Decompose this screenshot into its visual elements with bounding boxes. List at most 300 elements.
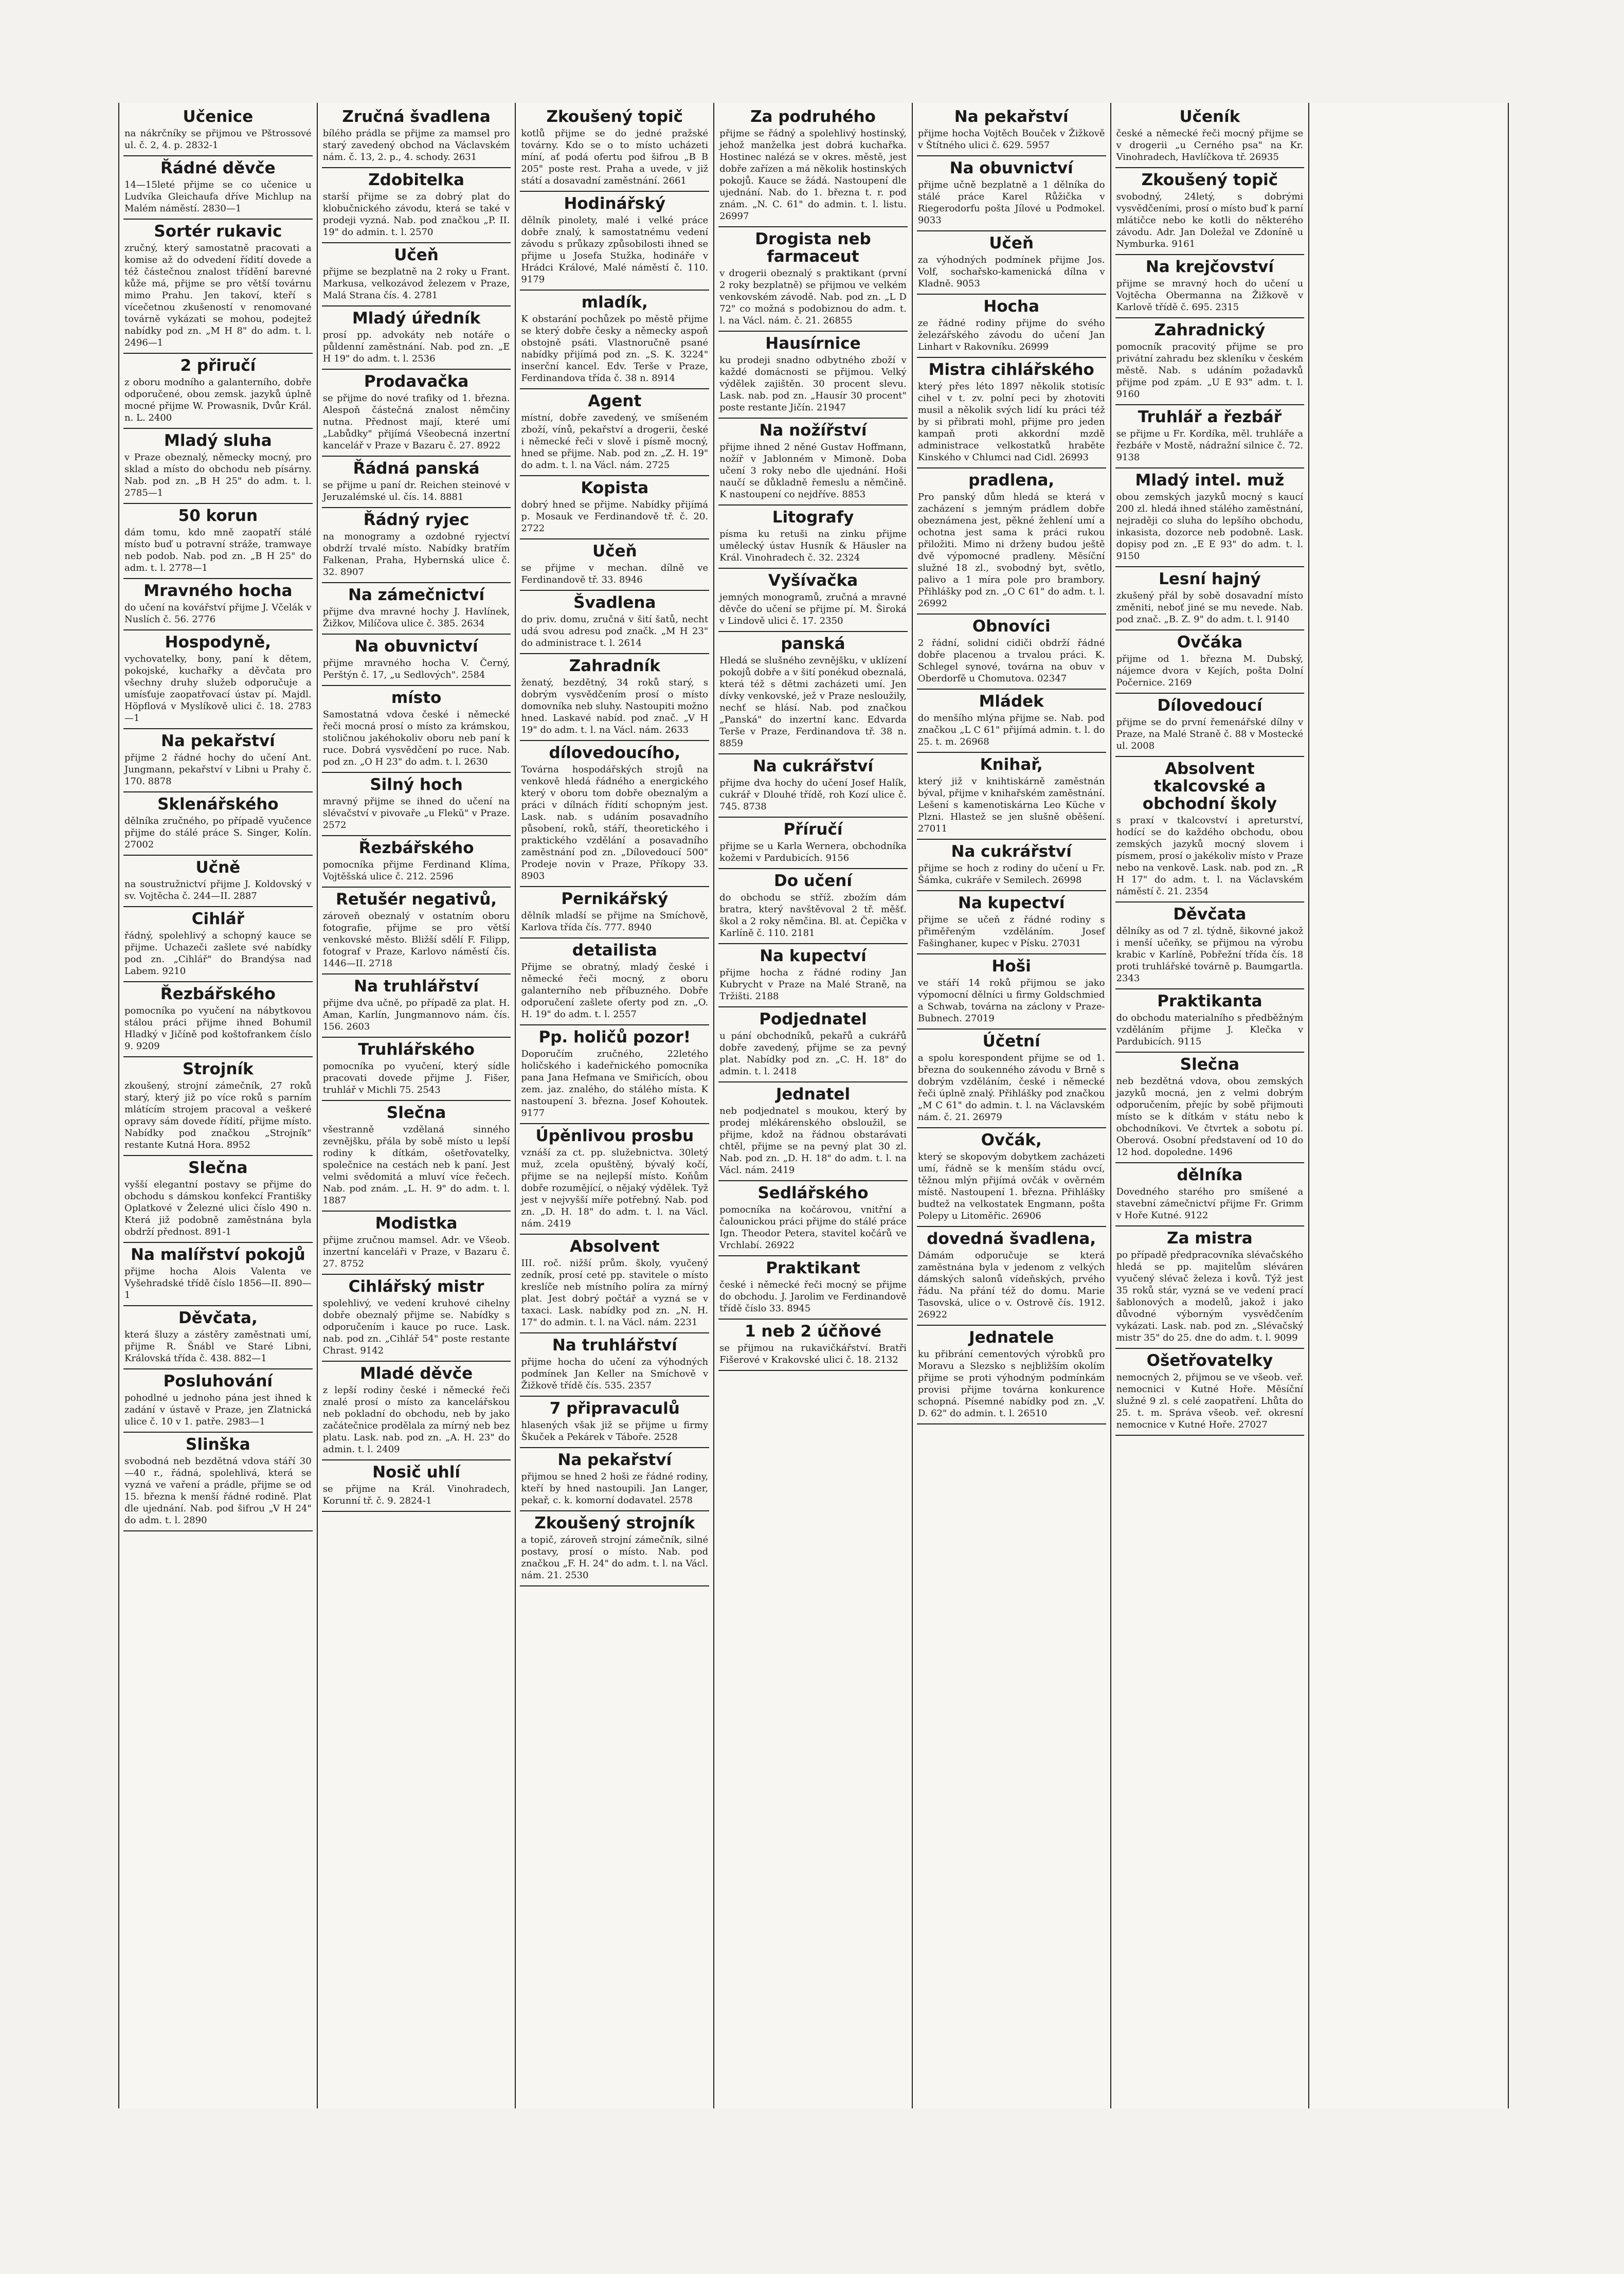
classified-ad: [1115, 567, 1305, 630]
ad-heading: dělníka: [1177, 1166, 1243, 1184]
classified-ad: [322, 974, 511, 1038]
ad-heading: Hocha: [983, 297, 1039, 316]
ad-heading: Úpěnlivou prosbu: [535, 1127, 694, 1145]
classified-ad: [123, 579, 313, 630]
ad-body: který přes léto 1897 několik stotisíc cihel v t. zv. polní peci by zhotoviti musil a několik svých lidí ku práci též by si přibrati mohl, přijme pro jeden kampaň proti akkordní mzdě administrace velkostatků hraběte Kinského v Chlumci nad Cidl. 26993: [917, 381, 1105, 463]
ad-body: 2 řádní, solidní cidiči obdrží řádné dobře placenou a trvalou práci. K. Schlegel synové, továrna na obuv v Oberdorfě u Chomutova. 02347: [917, 638, 1105, 684]
ad-heading: Drogista neb farmaceut: [755, 230, 871, 266]
classified-ad: [917, 840, 1106, 891]
classified-ad: [123, 354, 313, 429]
ad-heading: detailista: [572, 941, 657, 960]
classified-ad: [1115, 757, 1305, 903]
ad-heading: Řádné děvče: [160, 159, 276, 177]
ad-body: na monogramy a ozdobné ryjectví obdrží trvalé místo. Nabídky bratřím Falkenan, Praha, Hybernská ulice č. 32. 8907: [322, 531, 510, 577]
classified-ad: [123, 504, 313, 579]
ad-body: neb podjednatel s moukou, který by prodej mlékárenského obsloužil, se přijme, kdož na řádnou obstarávati chtěl, přijme se na pevný plat 30 zl. Nab. pod zn. „D. H. 18" do adm. t. l. na Václ. nám. 2419: [719, 1106, 907, 1176]
ad-body: přijme hocha do učení za výhodných podmínek Jan Keller na Smíchově v Žižkově třídě čís. 535. 2357: [521, 1357, 709, 1391]
ad-heading: 50 korun: [178, 507, 258, 525]
classified-ad: [1115, 1053, 1305, 1163]
classified-ad: [520, 389, 709, 476]
ad-heading: Sedlářského: [757, 1184, 869, 1202]
ad-heading: Učeň: [394, 246, 439, 264]
ad-body: Samostatná vdova české i německé řeči mocná prosí o místo za krámskou, stoličnou jakéhokoliv oboru neb paní k ruce. Dobrá vysvědčení po ruce. Nab. pod zn. „O H 23" do adm. t. l. 2630: [322, 709, 510, 767]
classified-ad: [1115, 1349, 1305, 1436]
ad-body: se přijme u Fr. Kordíka, měl. truhláře a řezbáře v Mostě, nádražní silnice č. 72. 9138: [1116, 428, 1304, 463]
classified-ad: [322, 508, 511, 583]
ad-heading: Mladé děvče: [359, 1364, 473, 1383]
ad-heading: Na pekařství: [160, 732, 275, 750]
classified-ad: [917, 156, 1106, 231]
ad-body: Pro panský dům hledá se která v zacházení s jemným prádlem dobře obeznámena jest, pěkné žehlení umí a ochotna jest sama k práci rukou přiložiti. Mimo ni drženy budou ještě dvě výpomocné pradleny. Měsíční služné 18 zl., svobodný byt, světlo, palivo a 1 míra pole pro brambory. Přihlášky pod zn. „O C 61" do adm. t. l. 26992: [917, 492, 1105, 609]
ad-body: přijmou se hned 2 hoši ze řádné rodiny, kteří by hned nastoupili. Jan Langer, pekař, c. k. komorní dodavatel. 2578: [521, 1471, 709, 1506]
ad-body: přijme 2 řádné hochy do učení Ant. Jungmann, pekařství v Libni u Prahy č. 170. 8878: [124, 752, 312, 787]
ad-body: přijme ihned 2 něné Gustav Hoffmann, nožíř v Jablonném v Mimoně. Doba učení 3 roky nebo dle ujednání. Hoši naučí se důkladně řemeslu a němčině. K nastoupení co nejdříve. 8853: [719, 442, 907, 500]
ad-body: přijme se hoch z rodiny do učení u Fr. Šámka, cukráře v Semilech. 26998: [917, 863, 1105, 886]
ad-heading: Do učení: [773, 872, 852, 890]
classified-ad: [123, 1369, 313, 1433]
classified-ad: [1115, 405, 1305, 468]
classified-ad: [917, 954, 1106, 1030]
classified-ad: [1115, 255, 1305, 318]
ad-body: dělníka zručného, po případě vyučence přijme do stálé práce S. Singer, Kolín. 27002: [124, 816, 312, 850]
ad-body: se přijme do nové trafiky od 1. března. Alespoň částečná znalost němčiny nutna. Přednost mají, které umí „Labůdky" přijímá Všeobecná inzertní kancelář v Praze v Bazaru č. 27. 8922: [322, 393, 510, 451]
ad-heading: Řezbářského: [160, 985, 276, 1003]
ad-body: dělník mladší se přijme na Smíchově, Karlova třída čís. 777. 8940: [521, 910, 709, 933]
ad-body: přijme hocha Alois Valenta ve Vyšehradské třídě číslo 1856—II. 890—1: [124, 1266, 312, 1301]
ad-heading: Mladý sluha: [164, 431, 272, 450]
classified-ad: [718, 506, 908, 569]
ad-heading: Na cukrářství: [752, 757, 874, 775]
ad-body: zručný, který samostatně pracovati a komise až do odvedení řídití dovede a též částečnou znalost třídění barevné kůže má, přijme se pro větší továrnu mimo Prahu. Jen takoví, kteří s vícečetnou zkušeností v renomované továrně vykázati se mohou, podejtež nabídky pod zn. „M H 8" do adm. t. l. 2496—1: [124, 243, 312, 348]
classified-ad: [718, 227, 908, 332]
ad-body: přijme se do první řemenářské dílny v Praze, na Malé Straně č. 88 v Mostecké ul. 2008: [1116, 717, 1304, 751]
ad-body: do obchodu materialního s předběžným vzděláním přijme J. Klečka v Pardubicích. 9115: [1116, 1013, 1304, 1047]
ad-body: písma ku retuši na zinku přijme umělecký ústav Husník & Häusler na Král. Vinohradech č. 32. 2324: [719, 529, 907, 563]
classified-ad: [917, 231, 1106, 295]
classified-ad: [718, 1181, 908, 1256]
ad-body: vznáší za ct. pp. služebnictva. 30letý muž, zcela opuštěný, bývalý kočí, přijme se na nejlepší místo. Koňům dobře rozumějící, o nějaký výdělek. Tyž jest v nejvyšší míře potřebný. Nab. pod zn. „D. H. 18" do adm. t. l. na Václ. nám. 2419: [521, 1147, 709, 1229]
ad-heading: Děvčata,: [178, 1309, 258, 1327]
ad-heading: Dílovedoucí: [1157, 696, 1262, 715]
ad-heading: dílovedoucího,: [549, 744, 681, 762]
classified-ad: [123, 856, 313, 907]
ad-heading: Na krejčovství: [1145, 258, 1274, 276]
classified-ad: [123, 1306, 313, 1369]
classified-ad: [520, 539, 709, 591]
ad-heading: Hospodyně,: [165, 633, 272, 652]
ad-heading: Na nožířství: [759, 421, 867, 440]
ad-heading: Slečna: [386, 1104, 446, 1122]
ad-body: do menšího mlýna přijme se. Nab. pod značkou „L C 61" přijímá admin. t. l. do 25. t. m. 26968: [917, 713, 1105, 747]
ad-heading: Mladý úředník: [352, 309, 481, 328]
ad-heading: Řádná panská: [353, 459, 480, 478]
ad-heading: 7 připravaculů: [549, 1399, 680, 1418]
classified-ad: [1115, 630, 1305, 694]
ad-heading: Zdobitelka: [368, 171, 464, 189]
ad-body: bílého prádla se přijme za mamsel pro starý zavedený obchod na Václavském nám. č. 13, 2. p., 4. schody. 2631: [322, 128, 510, 163]
classified-ad: [322, 1275, 511, 1362]
ad-body: ženatý, bezdětný, 34 roků starý, s dobrým vysvědčením prosí o místo domovníka neb sluhy. Nastoupiti možno hned. Laskavé nabíd. pod znač. „V H 19" do adm. t. l. na Václ. nám. 2633: [521, 677, 709, 735]
classified-ad: [322, 635, 511, 686]
ad-body: české a německé řeči mocný přijme se v drogerii „u Cerného psa" na Kr. Vinohradech, Havlíčkova tř. 26935: [1116, 128, 1304, 163]
column-4: [714, 103, 913, 2108]
classified-ad: [718, 332, 908, 419]
ad-body: který již v knihtiskárně zaměstnán býval, přijme v knihařském zaměstnání. Lešení s kamenotiskárna Leo Küche v Plzni. Hlastež se jen slušně oběšení. 27011: [917, 776, 1105, 834]
classified-ad: [322, 243, 511, 306]
ad-heading: Strojník: [183, 1060, 254, 1078]
column-6: [1111, 103, 1310, 2108]
ad-heading: Nosič uhlí: [372, 1463, 460, 1482]
ad-body: III. roč. nižší prům. školy, vyučený zedník, prosí ceté pp. stavitele o místo kreslíče neb místního políra za mírný plat. Jest dobrý počtář a vyzná se v taxaci. Lask. nabídky pod zn. „N. H. 17" do admin. t. l. na Václ. nám. 2231: [521, 1258, 709, 1328]
ad-body: a topič, zároveň strojní zámečník, silné postavy, prosí o místo. Nab. pod značkou „F. H. 24" do adm. t. l. na Václ. nám. 21. 2530: [521, 1535, 709, 1581]
ad-heading: Posluhování: [163, 1372, 273, 1391]
classified-ad: [718, 632, 908, 754]
classified-ad: [917, 295, 1106, 358]
classified-ad: [520, 1448, 709, 1511]
classified-ad: [917, 1326, 1106, 1424]
classified-ad: [123, 907, 313, 982]
classified-ad: [1115, 318, 1305, 405]
classified-ad: [520, 1397, 709, 1448]
ad-body: přijme se u Karla Wernera, obchodníka kožemi v Pardubicích. 9156: [719, 841, 907, 863]
ad-heading: Truhlářského: [358, 1040, 475, 1059]
classified-ad: [917, 1227, 1106, 1326]
ad-body: přijme se mravný hoch do učení u Vojtěcha Obermanna na Žižkově v Karlově třídě č. 695. 2315: [1116, 278, 1304, 313]
ad-heading: Příručí: [783, 820, 843, 839]
classified-ad: [1115, 694, 1305, 757]
ad-heading: Jednatele: [969, 1328, 1054, 1347]
classified-ad: [520, 1333, 709, 1397]
ad-heading: panská: [781, 635, 845, 653]
ad-body: přijme hocha Vojtěch Bouček v Žižkově v Štítného ulici č. 629. 5957: [917, 128, 1105, 151]
classified-ad: [123, 156, 313, 220]
classified-ad: [123, 792, 313, 856]
column-7: [1309, 103, 1508, 2108]
classified-ad: [322, 370, 511, 457]
ad-heading: Za mistra: [1167, 1229, 1253, 1248]
ad-body: svobodná neb bezdětná vdova stáří 30—40 r., řádná, spolehlivá, která se vyzná ve vaření a prádle, přijme se od 15. března k menší řádné rodině. Plat dle ujednání. Nab. pod šifrou „V H 24" do adm. t. l. 2890: [124, 1456, 312, 1526]
classified-ad: [718, 1256, 908, 1320]
classified-ad: [917, 753, 1106, 840]
ad-heading: Zkoušený topič: [1141, 171, 1278, 189]
ad-body: která šluzy a zástěry zaměstnati umí, přijme R. Šnábl ve Staré Libni, Královská třída č. 438. 882—1: [124, 1329, 312, 1364]
classified-ad: [123, 982, 313, 1057]
ad-body: kotlů přijme se do jedné pražské továrny. Kdo se o to místo ucházeti míní, ať podá ofertu pod šifrou „B B 205" poste rest. Praha a uvede, v již státí a dosavadní zaměstnání. 2661: [521, 128, 709, 186]
ad-body: zkoušený, strojní zámečník, 27 roků starý, který již po více roků s parním mlátícím strojem pracoval a veškeré opravy sám dovede řídití, přijme místo. Nabídky pod značkou „Strojník" restante Kutná Hora. 8952: [124, 1080, 312, 1150]
ad-heading: Učně: [195, 858, 241, 877]
ad-heading: Vyšívačka: [768, 571, 858, 590]
ad-body: Dámám odporučuje se která zaměstnána byla v jedenom z velkých dámských salonů vídeňských, prvého řádu. Na přání též do domu. Marie Tasovská, ulice o v. Ostrově čís. 1912. 26922: [917, 1250, 1105, 1320]
ad-heading: Učeník: [1179, 107, 1240, 126]
ad-body: vychovatelky, bony, paní k dětem, pokojské, kuchařky a děvčata pro všechny druhy služeb odporučuje a umísťuje zaopatřovací ústav pí. Majdl. Höpflová v Myslíkově ulici č. 18. 2783—1: [124, 654, 312, 724]
classified-ad: [322, 306, 511, 370]
classified-ad: [520, 591, 709, 654]
ad-body: z oboru modního a galanterního, dobře odporučené, obou zemsk. jazyků úplně mocné přijme W. Prowasnik, Dvůr Král. n. L. 2400: [124, 377, 312, 423]
classified-ad: [123, 1057, 313, 1156]
ad-heading: Učenice: [183, 107, 254, 126]
ad-body: přijme dva učně, po případě za plat. H. Aman, Karlín, Jungmannovo nám. čís. 156. 2603: [322, 998, 510, 1032]
ad-body: Doporučím zručného, 22letého holičského i kadeřnického pomocníka pana Jana Hefmana ve Smiřicích, obou zem. jaz. znalého, do stálého místa. K nastoupení 3. března. Josef Kohoutek. 9177: [521, 1049, 709, 1118]
ad-body: dělníky as od 7 zl. týdně, šikovné jakož i menší učeňky, se přijmou na výrobu krabic v Karlíně, Pobřežní třída čís. 18 proti truhlářské továrně p. Baumgartla. 2343: [1116, 926, 1304, 984]
ad-body: ku přibrání cementových výrobků pro Moravu a Slezsko s nejbližším okolím přijme se proti výhodným podmínkám provisi přijme továrna konkurence schopná. Písemné nabídky pod zn. „V. D. 62" do admin. t. l. 26510: [917, 1349, 1105, 1419]
ad-heading: dovedná švadlena,: [927, 1230, 1096, 1248]
ad-heading: Lesní hajný: [1159, 570, 1261, 588]
classified-ad: [917, 105, 1106, 156]
ad-body: nemocných 2, přijmou se ve všeob. veř. nemocnici v Kutné Hoře. Měsíční služné 9 zl. s celé zaopatření. Lhůta do 25. t. m. Správa všeob. veř. okresní nemocnice v Kutné Hoře. 27027: [1116, 1372, 1304, 1430]
ad-body: přijme mravného hocha V. Černý, Perštýn č. 17, „u Sedlových". 2584: [322, 658, 510, 680]
ad-body: hlasených však již se přijme u firmy Škuček a Pekárek v Táboře. 2528: [521, 1420, 709, 1442]
ad-heading: Cihlář: [191, 910, 244, 928]
classified-ad: [917, 358, 1106, 468]
ad-body: svobodný, 24letý, s dobrými vysvědčeními, prosí o místo buď k parní mlátičce nebo ke kotli do některého závodu. Adr. Jan Doležal ve Zdoníně u Nymburka. 9161: [1116, 191, 1304, 249]
classified-ad: [520, 1511, 709, 1586]
classified-ad: [1115, 468, 1305, 567]
classified-ad: [718, 754, 908, 818]
ad-body: se přijme v mechan. dílně ve Ferdinandově tř. 33. 8946: [521, 563, 709, 585]
ad-body: prosí pp. advokáty neb notáře o půldenní zaměstnání. Nab. pod zn. „E H 19" do adm. t. l. 2536: [322, 330, 510, 364]
ad-body: do priv. domu, zručná v šití šatů, necht udá svou adresu pod značk. „M H 23" do administrace t. l. 2614: [521, 614, 709, 648]
ad-body: zároveň obeznalý v ostatním oboru fotografie, přijme se pro větší venkovské město. Bližší sdělí F. Filipp, fotograf v Praze, Karlovo náměstí čís. 1446—II. 2718: [322, 911, 510, 969]
classified-ad: [917, 690, 1106, 753]
ad-heading: Na pekařství: [557, 1451, 672, 1469]
classified-ad: [1115, 1163, 1305, 1226]
classified-ad: [520, 939, 709, 1025]
ad-heading: Řezbářského: [358, 839, 474, 857]
ad-heading: Ovčák,: [981, 1131, 1042, 1149]
ad-body: z lepší rodiny české i německé řeči znalé prosí o místo za kancelářskou neb pokladní do obchodu, neb by jako začátečnice prodělala za mírný neb bez platu. Lask. nab. pod zn. „A. H. 23" do admin. t. l. 2409: [322, 1385, 510, 1455]
ad-body: Přijme se obratný, mladý české i německé řeči mocný, z oboru galanterního neb příbuzného. Dobře odporučení zašlete oferty pod zn. „O. H. 19" do adm. t. l. 2557: [521, 962, 709, 1020]
ad-body: místní, dobře zavedený, ve smíšeném zboží, vínů, pekařství a drogerii, české i německé řeči v slově i písmě mocný, hned se přijme. Nab. pod zn. „Z. H. 19" do adm. t. l. na Václ. nám. 2725: [521, 412, 709, 471]
ad-heading: 1 neb 2 účňové: [745, 1322, 881, 1341]
classified-ad: [718, 1320, 908, 1371]
ad-heading: Truhlář a řezbář: [1138, 408, 1282, 426]
ad-body: 14—15leté přijme se co učenice u Ludvíka Gleichaufa dříve Michlup na Malém náměstí. 2830—1: [124, 179, 312, 214]
ad-body: spolehlivý, ve vedení kruhové cihelny dobře obeznalý přijme se. Nabídky s odporučením i kauce po ruce. Lask. nab. pod zn. „Cihlář 54" poste restante Chrast. 9142: [322, 1298, 510, 1356]
ad-heading: Hodinářský: [564, 194, 666, 213]
ad-body: pomocníka po vyučení na nábytkovou stálou práci přijme ihned Bohumil Hladký v Jičíně pod koštofrankem číslo 9. 9209: [124, 1005, 312, 1052]
column-2: [318, 103, 516, 2108]
ad-body: za výhodných podmínek přijme Jos. Volf, sochařsko-kamenická dílna v Kladně. 9053: [917, 255, 1105, 289]
ad-body: přijme dva hochy do učení Josef Halík, cukrář v Dlouhé třídě, roh Kozí ulice č. 745. 8738: [719, 778, 907, 812]
classified-ad: [718, 944, 908, 1007]
ad-heading: Praktikant: [766, 1259, 860, 1277]
ad-heading: Učeň: [592, 542, 637, 561]
ad-body: K obstarání pochůzek po městě přijme se který dobře česky a německy aspoň obstojně psáti. Vlastnoručně psané nabídky přijímá pod zn. „S. K. 3224" inserční kancel. Edv. Terše v Praze, Ferdinandova třída č. 38 n. 8914: [521, 314, 709, 384]
ad-body: dělník pinolety, malé i velké práce dobře znalý, k samostatnému vedení závodu s průkazy způsobilosti ihned se přijme u Josefa Stužka, hodináře v Hrádci Králové, Malé náměstí č. 110. 9179: [521, 215, 709, 285]
ad-heading: Slinška: [186, 1435, 250, 1454]
ad-body: u pání obchodníků, pekařů a cukrářů dobře zavedený, přijme se za pevný plat. Nabídky pod zn. „C. H. 18" do admin. t. l. 2418: [719, 1031, 907, 1077]
ad-heading: Učeň: [989, 234, 1034, 252]
ad-body: vyšší elegantní postavy se přijme do obchodu s dámskou konfekcí Františky Oplatkové v Železné ulici číslo 490 n. Která již podobně zaměstnána byla obdrží přednost. 891-1: [124, 1179, 312, 1237]
classified-ad: [123, 220, 313, 354]
ad-heading: Na kupectví: [958, 894, 1065, 912]
ad-body: zkušený přál by sobě dosavadní místo změniti, neboť jiné se mu nevede. Nab. pod znač. „B. Z. 9" do adm. t. l. 9140: [1116, 590, 1304, 625]
ad-heading: Silný hoch: [370, 775, 463, 794]
ad-body: Továrna hospodářských strojů na venkově hledá řádného a energického který v oboru tom dobře obeznalým a práci v dílnách řídití schopným jest. Lask. nab. s udáním posavadního působení, roků, stáří, theoretického i praktického vzdělání a posavadního zaměstnání pod zn. „Dílovedoucí 500" Prodeje novin v Praze, Příkopy 33. 8903: [521, 764, 709, 881]
ad-heading: Litografy: [772, 508, 854, 527]
classified-ad: [718, 1007, 908, 1082]
ad-heading: Zkoušený strojník: [534, 1514, 695, 1532]
ad-heading: Ovčáka: [1177, 633, 1243, 652]
ad-heading: Slečna: [188, 1159, 248, 1177]
ad-body: do obchodu se stříž. zbožím dám bratra, který navštěvoval 2 tř. měšť. škol a 2 roky němčina. Bl. at. Čepička v Karlíně č. 110. 2181: [719, 892, 907, 939]
classified-ad: [718, 1082, 908, 1181]
classified-ad: [322, 1101, 511, 1212]
ad-heading: Sklenářského: [157, 795, 279, 814]
classified-ad: [123, 429, 313, 504]
classified-ad: [1115, 903, 1305, 989]
classified-ad: [322, 773, 511, 836]
ad-body: ku prodeji snadno odbytného zboží v každé domácnosti se přijmou. Velký výdělek zajištěn. 30 procent slevu. Lask. nab. pod zn. „Hausír 30 procent" poste restante Jičín. 21947: [719, 355, 907, 413]
ad-body: pohodlné u jednoho pána jest ihned k zadání v ústavě v Praze, jen Zlatnická ulice č. 10 v 1. patře. 2983—1: [124, 1393, 312, 1427]
ad-body: Hledá se slušného zevnějšku, v uklízení pokojů dobře a v šití ponékud obeznalá, která též s dětmi zacházeti umí. Jen dívky venkovské, jež v Praze nesloužily, nechť se hlásí. Nab. pod značkou „Panská" do inzertní kanc. Edvarda Terše v Praze, Ferdinandova tř. 38 n. 8859: [719, 655, 907, 749]
classified-ad: [322, 168, 511, 243]
classified-ad: [322, 105, 511, 168]
ad-heading: pradlena,: [968, 471, 1055, 490]
classified-ad: [520, 291, 709, 389]
ad-body: přijme hocha z řádné rodiny Jan Kubrycht v Praze na Malé Straně, na Tržišti. 2188: [719, 967, 907, 1002]
ad-heading: Na kupectví: [760, 947, 867, 965]
ad-heading: Na obuvnictví: [949, 159, 1073, 177]
ad-body: neb bezdětná vdova, obou zemských jazyků mocná, jen z velmi dobrým odporučením, přejíc by sobě přijmouti místo se k dítkám v státu nebo k obchodníkovi. Ve čtvrtek a sobotu pí. Oberová. Osobní představení od 10 do 12 hod. dopoledne. 1496: [1116, 1076, 1304, 1158]
ad-heading: Absolvent: [569, 1237, 660, 1256]
ad-heading: místo: [391, 689, 442, 707]
ad-body: ve stáří 14 roků přijmou se jako výpomocní dělníci u firmy Goldschmied a Schwab, továrna na záclony v Praze-Bubnech. 27019: [917, 978, 1105, 1024]
ad-body: se přijme u paní dr. Reichen steinové v Jeruzalémské ul. čís. 14. 8881: [322, 480, 510, 502]
ad-body: pomocníka přijme Ferdinand Klíma, Vojtěšská ulice č. 212. 2596: [322, 859, 510, 882]
ad-heading: Na malířství pokojů: [131, 1246, 305, 1264]
ad-heading: Podjednatel: [759, 1010, 867, 1028]
ad-body: na soustružnictví přijme J. Koldovský v sv. Vojtěcha č. 244—II. 2887: [124, 879, 312, 901]
ad-body: přijme se řádný a spolehlivý hostinský, jehož manželka jest dobrá kuchařka. Hostinec nalézá se v okres. městě, jest dobře zařízen a má několik hostinských pokojů. Kauce se žádá. Nastoupení dle ujednání. Nab. do 1. března t. r. pod znám. „N. C. 61" do admin. t. l. listu. 26997: [719, 128, 907, 222]
classified-ad: [917, 891, 1106, 954]
ad-body: pomocníka po vyučení, který sídle pracovati dovede přijme J. Fišer, truhlář v Michli 75. 2543: [322, 1061, 510, 1095]
classified-ad: [520, 1235, 709, 1333]
classified-ad: [123, 1433, 313, 1531]
ad-heading: Za podruhého: [750, 107, 876, 126]
ad-body: v drogerii obeznalý s praktikant (první 2 roky bezplatně) se přijmou ve velkém venkovském závodě. Nab. pod zn. „L D 72" co možná s podobiznou do adm. t. l. na Václ. nám. č. 21. 26855: [719, 268, 907, 326]
ad-heading: Na pekařství: [954, 107, 1069, 126]
classified-ad: [718, 569, 908, 632]
ad-heading: Slečna: [1180, 1055, 1240, 1074]
ad-body: s praxí v tkalcovství i apreturství, hodící se do každého obchodu, obou zemských jazyků mocný slovem i písmem, prosí o jakékoliv místo v Praze nebo na venkově. Lask. nab. pod zn. „R H 17" do adm. t. l. na Václavském náměstí č. 21. 2354: [1116, 815, 1304, 897]
classified-ad: [322, 1038, 511, 1101]
ad-heading: Na truhlářství: [552, 1336, 677, 1355]
ad-heading: Švadlena: [573, 593, 656, 612]
ad-heading: Obnovíci: [972, 617, 1051, 636]
ad-body: mravný přijme se ihned do učení na slévačství v pivovaře „u Flekŭ" v Praze. 2572: [322, 796, 510, 831]
ad-body: české i německé řeči mocný se přijme do obchodu. J. Jarolim ve Ferdinandově třídě číslo 33. 8945: [719, 1279, 907, 1314]
ad-heading: Zručná švadlena: [342, 107, 491, 126]
classified-ad: [123, 729, 313, 792]
column-5: [913, 103, 1111, 2108]
classified-ad: [1115, 1226, 1305, 1349]
ad-body: všestranně vzdělaná sinného zevnějšku, přála by sobě místo u lepší rodiny k dítkám, ošetřovatelky, společnice na cestách neb k paní. Jest velmi svědomitá a mluví více řečech. Nab. pod znám. „L. H. 9" do adm. t. l. 1887: [322, 1124, 510, 1206]
ad-body: který se skopovým dobytkem zacházeti umí, řádně se k menším stádu ovcí, těžnou mlýn přijímá ovčák v ověrném místě. Nastoupení 1. března. Přihlášky budtež na velkostatek Engmann, pošta Polepy u Litoměřic. 26906: [917, 1151, 1105, 1221]
classified-ad: [322, 1212, 511, 1275]
ad-heading: Mládek: [979, 692, 1044, 711]
classified-ad: [520, 192, 709, 291]
ad-heading: Pp. holičů pozor!: [538, 1028, 691, 1046]
classified-ad: [322, 583, 511, 635]
ad-heading: Mistra cihlářského: [928, 360, 1094, 379]
ad-heading: Na zámečnictví: [348, 586, 485, 604]
ad-body: v Praze obeznalý, německy mocný, pro sklad a místo do obchodu neb písárny. Nab. pod zn. „B H 25" do adm. t. l. 2785—1: [124, 452, 312, 498]
classified-ad: [520, 1124, 709, 1235]
classified-ad: [520, 741, 709, 887]
ad-heading: Jednatel: [775, 1085, 851, 1104]
ad-body: se přijme na Král. Vinohradech, Korunní tř. č. 9. 2824-1: [322, 1484, 510, 1506]
classified-ad: [322, 888, 511, 974]
ad-body: na nákrčníky se přijmou ve Pštrossové ul. č. 2, 4. p. 2832-1: [124, 128, 312, 151]
classified-ad: [917, 615, 1106, 690]
classified-ad: [917, 1128, 1106, 1227]
classified-ad: [718, 869, 908, 944]
classified-ad: [123, 1243, 313, 1306]
ad-body: řádný, spolehlivý a schopný kauce se přijme. Uchazeči zašlete své nabídky pod zn. „Cihlář" do Brandýsa nad Labem. 9210: [124, 930, 312, 977]
classified-ad: [322, 457, 511, 508]
ad-heading: Zahradnický: [1154, 321, 1266, 339]
ad-heading: Děvčata: [1173, 905, 1247, 924]
classified-ad: [718, 105, 908, 227]
classified-ad: [322, 1362, 511, 1460]
ad-heading: Účetní: [982, 1032, 1040, 1051]
column-1: [119, 103, 318, 2108]
classified-ad: [123, 630, 313, 729]
ad-body: přijme dva mravné hochy J. Havlínek, Žižkov, Milíčova ulice č. 385. 2634: [322, 606, 510, 629]
classified-ad: [1115, 989, 1305, 1053]
ad-heading: Cihlářský mistr: [348, 1277, 484, 1296]
classified-ad: [520, 1025, 709, 1124]
ad-body: přijme se učeň z řádné rodiny s přiměřeným vzděláním. Josef Fašinghaner, kupec v Písku. 27031: [917, 914, 1105, 949]
classified-ad: [718, 818, 908, 869]
classified-ad: [322, 1460, 511, 1512]
ad-heading: Na cukrářství: [951, 842, 1072, 861]
ad-heading: Knihař,: [980, 755, 1043, 774]
ad-heading: Modistka: [375, 1214, 458, 1233]
ad-heading: Mladý intel. muž: [1135, 471, 1285, 490]
ad-heading: Hausírnice: [765, 334, 861, 353]
classified-ad: [1115, 105, 1305, 168]
classified-ad: [1115, 168, 1305, 255]
ad-body: přijme učně bezplatně a 1 dělníka do stálé práce Karel Růžička v Riegerodorfu pošta Jílové u Podmokel. 9033: [917, 179, 1105, 226]
classified-ad: [520, 887, 709, 939]
ad-heading: Kopista: [581, 479, 649, 497]
column-3: [516, 103, 714, 2108]
classified-ad: [917, 1030, 1106, 1128]
ad-heading: Retušér negativů,: [336, 890, 497, 909]
ad-heading: Ošetřovatelky: [1146, 1351, 1273, 1370]
ad-body: se přijmou na rukavičkářství. Bratři Fišerové v Krakovské ulici č. 18. 2132: [719, 1343, 907, 1365]
newspaper-page: [118, 103, 1509, 2108]
ad-heading: Na obuvnictví: [354, 637, 478, 656]
ad-body: starší přijme se za dobrý plat do klobučnického závodu, která se také v prodeji vyzná. Nab. pod značkou „P. II. 19" do admin. t. l. 2570: [322, 191, 510, 238]
ad-heading: Agent: [588, 392, 642, 410]
ad-body: do učení na kovářství přijme J. Včelák v Nuslích č. 56. 2776: [124, 602, 312, 625]
ad-body: obou zemských jazyků mocný s kaucí 200 zl. hledá ihned stálého zaměstnání, nejraději co sluha do lepšího obchodu, inkasista, dozorce neb podobně. Lask. dopisy pod zn. „E E 93" do adm. t. l. 9150: [1116, 492, 1304, 562]
classified-ad: [520, 654, 709, 741]
ad-heading: Hoši: [991, 957, 1031, 976]
classified-ad: [123, 1156, 313, 1243]
ad-heading: Mravného hocha: [143, 582, 293, 600]
ad-body: pomocník pracovitý přijme se pro privátní zahradu bez skleníku v českém městě. Nab. s udáním požadavků přijme pod zpám. „U E 93" adm. t. l. 9160: [1116, 341, 1304, 400]
ad-heading: mladík,: [581, 293, 648, 312]
classified-ad: [322, 686, 511, 773]
ad-body: dobrý hned se přijme. Nabídky přijímá p. Mosauk ve Ferdinandově tř. č. 20. 2722: [521, 499, 709, 534]
classified-ad: [123, 105, 313, 156]
ad-heading: Zahradník: [569, 657, 660, 675]
classified-ad: [322, 836, 511, 888]
